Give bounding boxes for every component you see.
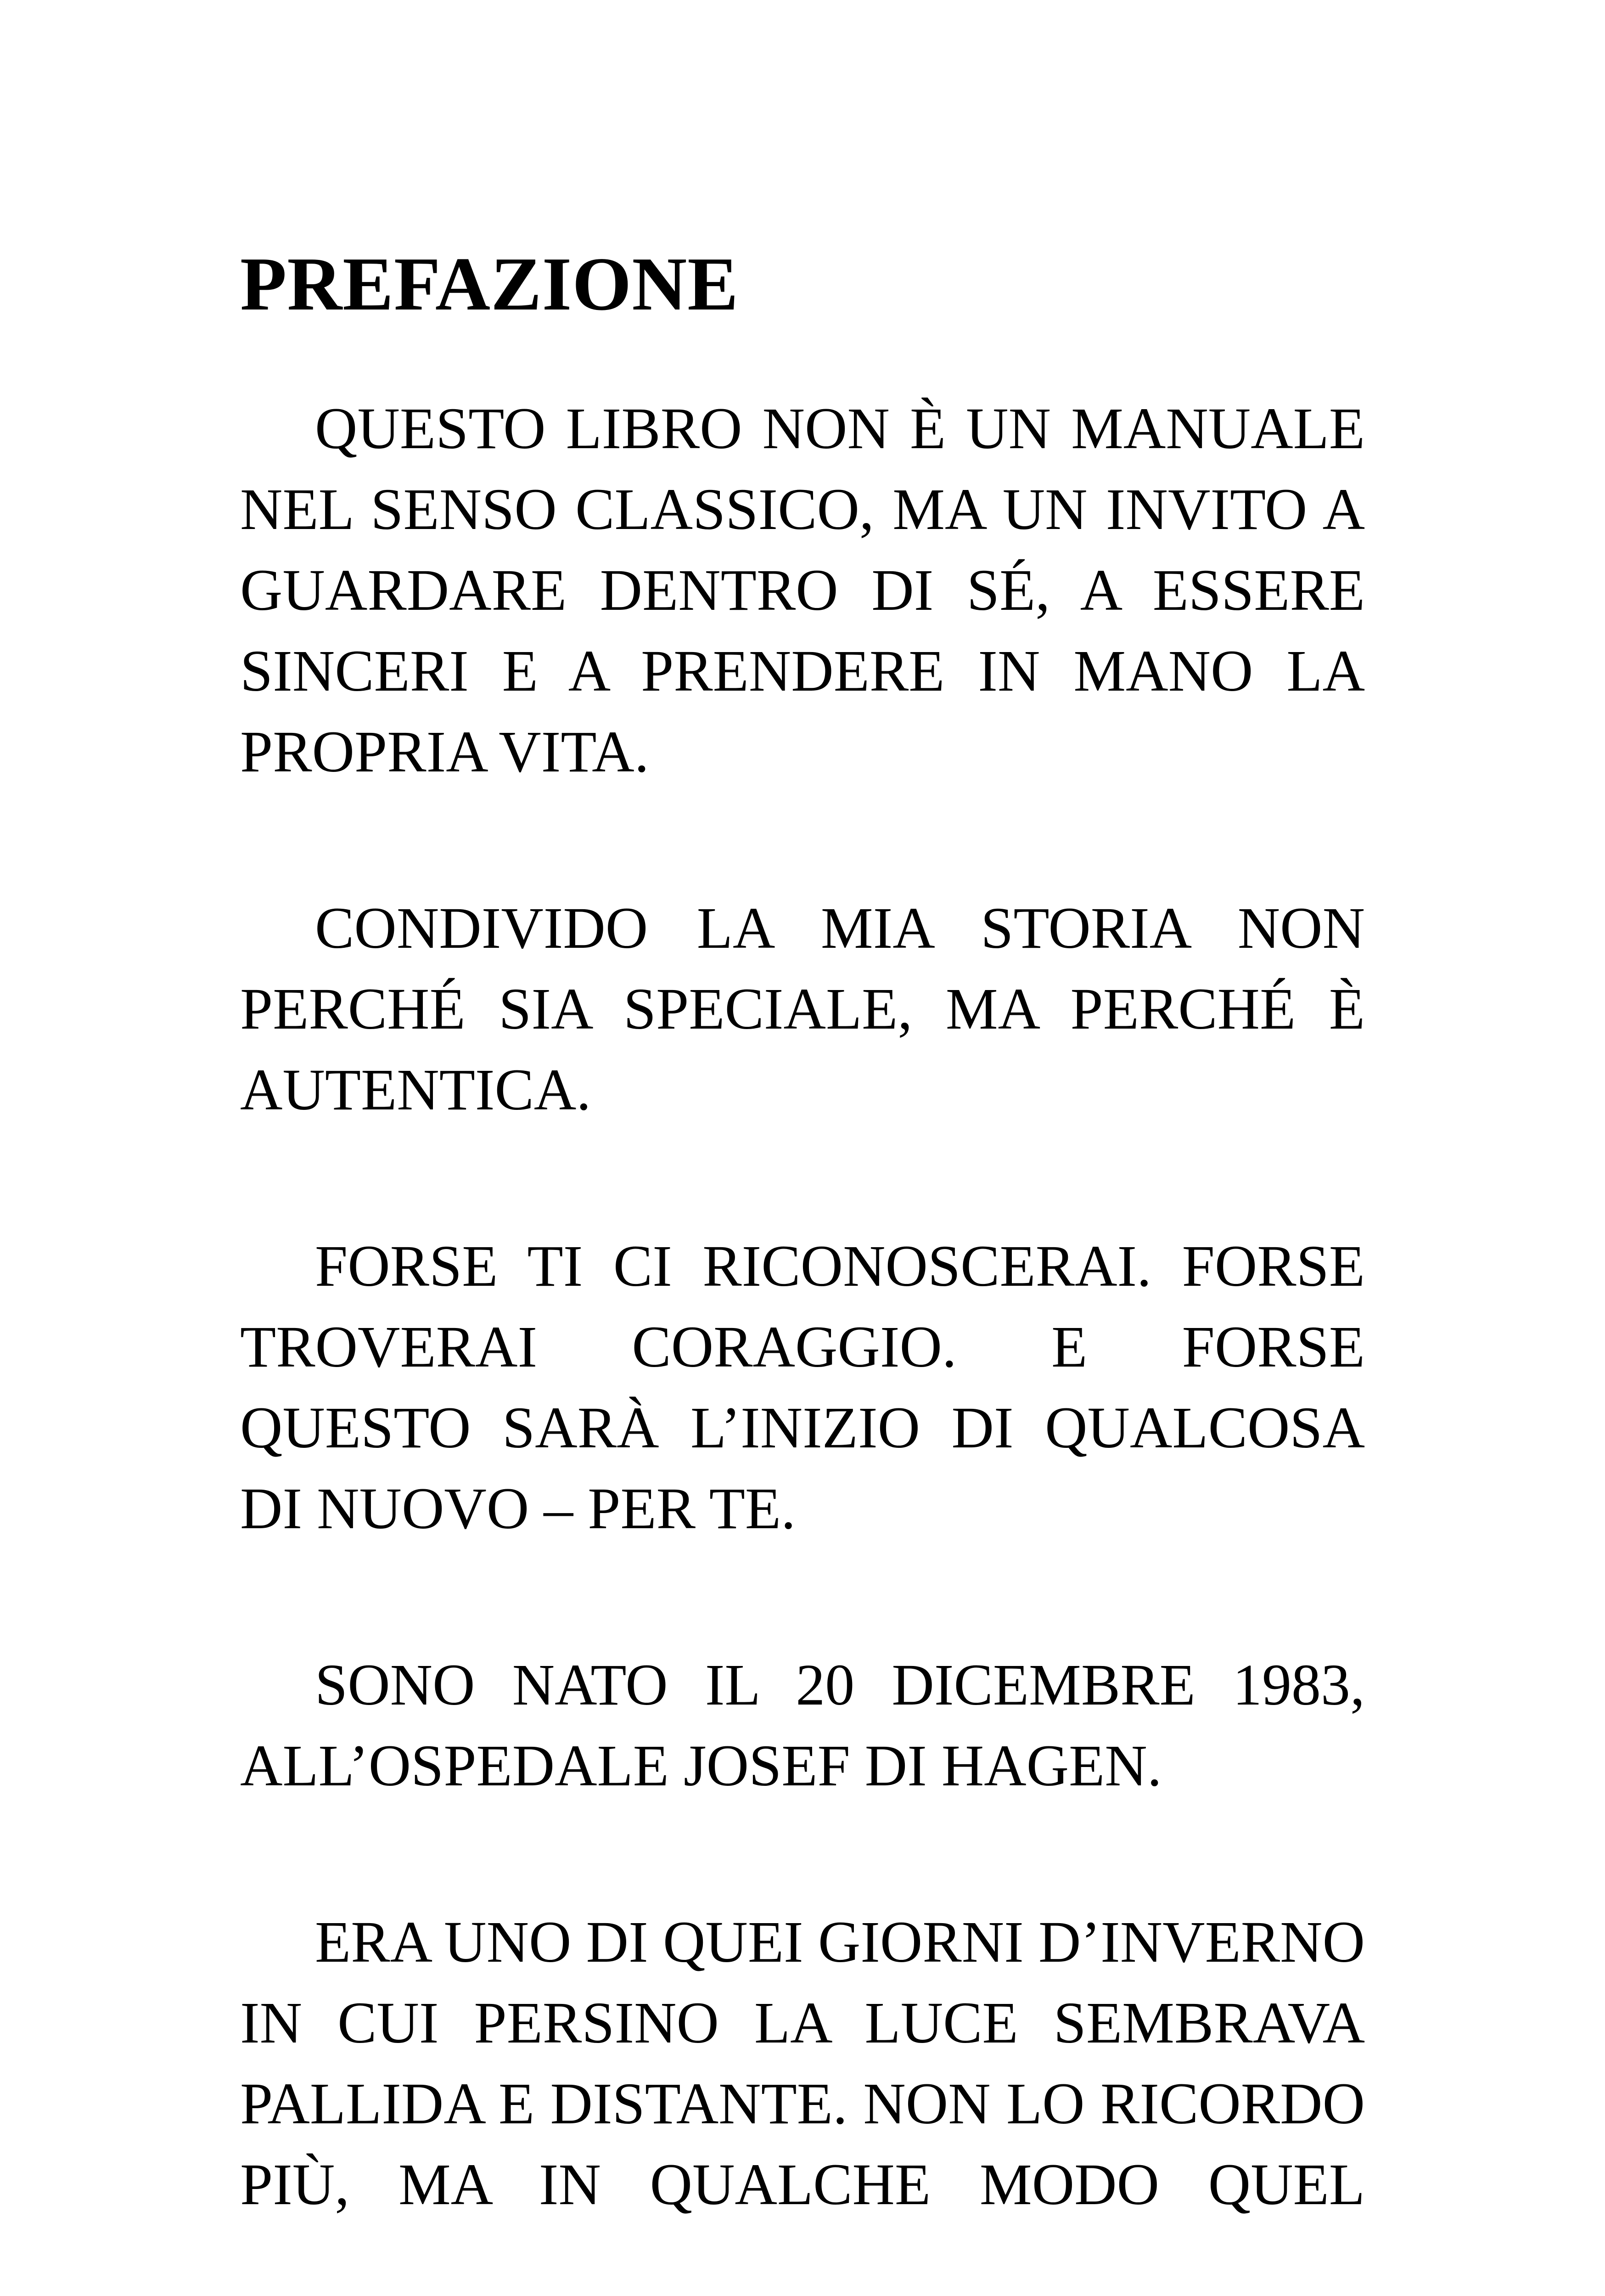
paragraph-1: QUESTO LIBRO NON È UN MANUALE NEL SENSO CLASSICO, MA UN INVITO A GUARDARE DENTRO DI SÉ, A ESSERE SINCERI E A PRENDERE IN MANO LA PROPRIA VITA. [240,396,1365,784]
document-body [240,388,1365,2296]
paragraph-2: CONDIVIDO LA MIA STORIA NON PERCHÉ SIA SPECIALE, MA PERCHÉ È AUTENTICA. [240,895,1365,1122]
page-title: PREFAZIONE [240,242,739,326]
paragraph-4: SONO NATO IL 20 DICEMBRE 1983, ALL’OSPEDALE JOSEF DI HAGEN. [240,1652,1365,1798]
paragraph-5: ERA UNO DI QUEI GIORNI D’INVERNO IN CUI PERSINO LA LUCE SEMBRAVA PALLIDA E DISTANTE. NON LO RICORDO PIÙ, MA IN QUALCHE MODO QUEL [240,1909,1365,2217]
paragraph-3: FORSE TI CI RICONOSCERAI. FORSE TROVERAI CORAGGIO. E FORSE QUESTO SARÀ L’INIZIO DI QUALCOSA DI NUOVO – PER TE. [240,1233,1365,1541]
